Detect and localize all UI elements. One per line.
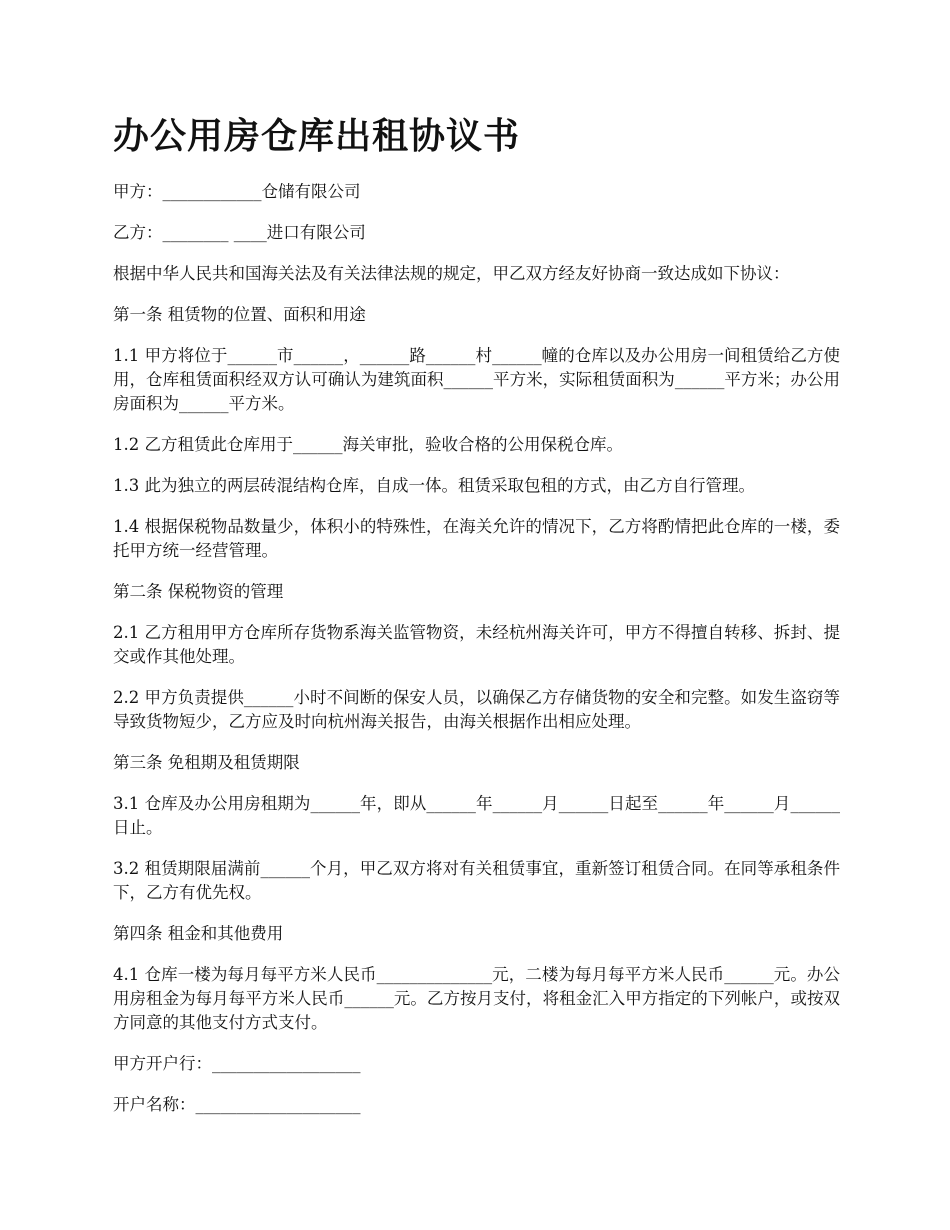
clause-3-2: 3.2 租赁期限届满前______个月，甲乙双方将对有关租赁事宜，重新签订租赁合同。在同等承租条件下，乙方有优先权。 xyxy=(113,859,840,902)
article-2-heading: 第二条 保税物资的管理 xyxy=(113,582,284,601)
party-b-line: 乙方：________ ____进口有限公司 xyxy=(113,223,366,242)
clause-1-3: 1.3 此为独立的两层砖混结构仓库，自成一体。租赁采取包租的方式，由乙方自行管理。 xyxy=(113,476,755,495)
party-a-line: 甲方：____________仓储有限公司 xyxy=(113,182,361,201)
document-body xyxy=(113,180,840,1134)
clause-3-1: 3.1 仓库及办公用房租期为______年，即从______年______月______日起至______年______月______日止。 xyxy=(113,794,840,837)
clause-1-2: 1.2 乙方租赁此仓库用于______海关审批，验收合格的公用保税仓库。 xyxy=(113,435,623,454)
article-4-heading: 第四条 租金和其他费用 xyxy=(113,924,284,943)
article-3-heading: 第三条 免租期及租赁期限 xyxy=(113,753,300,772)
document-title: 办公用房仓库出租协议书 xyxy=(113,115,521,157)
clause-2-1: 2.1 乙方租用甲方仓库所存货物系海关监管物资，未经杭州海关许可，甲方不得擅自转移、拆封、提交或作其他处理。 xyxy=(113,623,840,666)
clause-1-4: 1.4 根据保税物品数量少，体积小的特殊性，在海关允许的情况下，乙方将酌情把此仓库的一楼，委托甲方统一经营管理。 xyxy=(113,517,840,560)
party-a-bank-line: 甲方开户行：__________________ xyxy=(113,1054,361,1073)
article-1-heading: 第一条 租赁物的位置、面积和用途 xyxy=(113,305,366,324)
clause-2-2: 2.2 甲方负责提供______小时不间断的保安人员，以确保乙方存储货物的安全和完整。如发生盗窃等导致货物短少，乙方应及时向杭州海关报告，由海关根据作出相应处理。 xyxy=(113,688,840,731)
clause-4-1: 4.1 仓库一楼为每月每平方米人民币______________元，二楼为每月每平方米人民币______元。办公用房租金为每月每平方米人民币______元。乙方按月支付，将租金汇入甲方指定的下列帐户，或按双方同意的其他支付方式支付。 xyxy=(113,965,840,1032)
account-name-line: 开户名称：____________________ xyxy=(113,1095,361,1114)
preamble: 根据中华人民共和国海关法及有关法律法规的规定，甲乙双方经友好协商一致达成如下协议： xyxy=(113,264,790,283)
clause-1-1: 1.1 甲方将位于______市______，______路______村______幢的仓库以及办公用房一间租赁给乙方使用，仓库租赁面积经双方认可确认为建筑面积______平方米，实际租赁面积为______平方米；办公用房面积为______平方米。 xyxy=(113,346,840,413)
